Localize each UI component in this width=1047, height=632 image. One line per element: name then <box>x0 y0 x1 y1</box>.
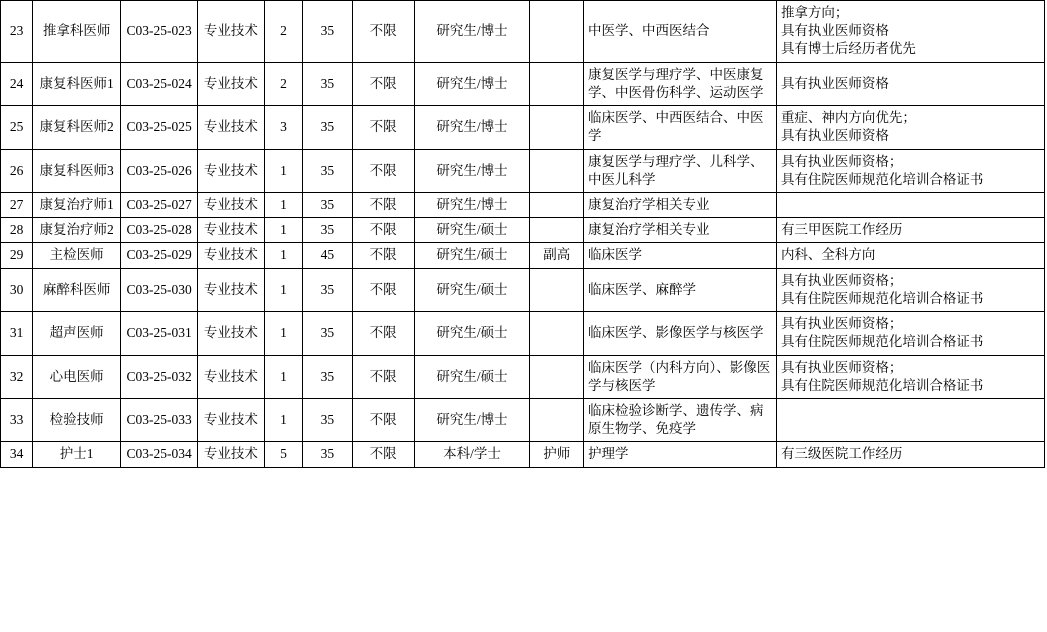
cell-age: 35 <box>303 218 352 243</box>
cell-household: 不限 <box>352 268 414 311</box>
cell-major: 临床医学、麻醉学 <box>584 268 777 311</box>
cell-no: 28 <box>1 218 33 243</box>
cell-no: 31 <box>1 312 33 355</box>
cell-no: 24 <box>1 62 33 105</box>
cell-major: 康复医学与理疗学、中医康复学、中医骨伤科学、运动医学 <box>584 62 777 105</box>
cell-type: 专业技术 <box>198 312 264 355</box>
cell-title <box>530 312 584 355</box>
cell-title <box>530 355 584 398</box>
cell-major: 临床医学（内科方向）、影像医学与核医学 <box>584 355 777 398</box>
cell-no: 33 <box>1 398 33 441</box>
cell-no: 32 <box>1 355 33 398</box>
cell-type: 专业技术 <box>198 268 264 311</box>
cell-post: 心电医师 <box>33 355 121 398</box>
cell-degree: 研究生/硕士 <box>414 268 530 311</box>
cell-type: 专业技术 <box>198 355 264 398</box>
cell-age: 35 <box>303 1 352 63</box>
cell-degree: 研究生/博士 <box>414 192 530 217</box>
cell-count: 1 <box>264 192 303 217</box>
cell-household: 不限 <box>352 192 414 217</box>
table-row <box>1 355 1045 398</box>
cell-household: 不限 <box>352 218 414 243</box>
cell-household: 不限 <box>352 1 414 63</box>
cell-age: 35 <box>303 106 352 149</box>
cell-type: 专业技术 <box>198 398 264 441</box>
cell-type: 专业技术 <box>198 243 264 268</box>
cell-code: C03-25-027 <box>121 192 198 217</box>
cell-household: 不限 <box>352 398 414 441</box>
cell-age: 35 <box>303 268 352 311</box>
cell-household: 不限 <box>352 243 414 268</box>
cell-other <box>776 192 1044 217</box>
cell-age: 35 <box>303 149 352 192</box>
cell-code: C03-25-025 <box>121 106 198 149</box>
table-row <box>1 218 1045 243</box>
cell-no: 27 <box>1 192 33 217</box>
cell-code: C03-25-029 <box>121 243 198 268</box>
cell-other: 内科、全科方向 <box>776 243 1044 268</box>
cell-title <box>530 398 584 441</box>
cell-post: 康复科医师3 <box>33 149 121 192</box>
cell-count: 1 <box>264 218 303 243</box>
cell-post: 康复治疗师2 <box>33 218 121 243</box>
cell-post: 康复科医师1 <box>33 62 121 105</box>
cell-count: 2 <box>264 62 303 105</box>
cell-count: 3 <box>264 106 303 149</box>
cell-title <box>530 62 584 105</box>
cell-no: 30 <box>1 268 33 311</box>
cell-post: 护士1 <box>33 442 121 467</box>
cell-title <box>530 149 584 192</box>
cell-major: 康复治疗学相关专业 <box>584 218 777 243</box>
cell-household: 不限 <box>352 62 414 105</box>
cell-other: 具有执业医师资格； 具有住院医师规范化培训合格证书 <box>776 268 1044 311</box>
cell-type: 专业技术 <box>198 62 264 105</box>
cell-degree: 研究生/硕士 <box>414 355 530 398</box>
cell-age: 35 <box>303 312 352 355</box>
table-row <box>1 312 1045 355</box>
cell-household: 不限 <box>352 442 414 467</box>
cell-type: 专业技术 <box>198 1 264 63</box>
cell-degree: 研究生/硕士 <box>414 312 530 355</box>
cell-other: 具有执业医师资格； 具有住院医师规范化培训合格证书 <box>776 312 1044 355</box>
cell-household: 不限 <box>352 312 414 355</box>
cell-other: 具有执业医师资格； 具有住院医师规范化培训合格证书 <box>776 355 1044 398</box>
cell-count: 1 <box>264 312 303 355</box>
cell-post: 主检医师 <box>33 243 121 268</box>
cell-title <box>530 1 584 63</box>
cell-degree: 研究生/硕士 <box>414 243 530 268</box>
cell-degree: 研究生/博士 <box>414 1 530 63</box>
cell-degree: 研究生/博士 <box>414 398 530 441</box>
cell-count: 5 <box>264 442 303 467</box>
cell-code: C03-25-032 <box>121 355 198 398</box>
table-body <box>1 1 1045 468</box>
cell-code: C03-25-024 <box>121 62 198 105</box>
cell-no: 29 <box>1 243 33 268</box>
cell-other: 具有执业医师资格 <box>776 62 1044 105</box>
table-row <box>1 62 1045 105</box>
cell-no: 23 <box>1 1 33 63</box>
table-row <box>1 1 1045 63</box>
cell-title: 副高 <box>530 243 584 268</box>
cell-count: 2 <box>264 1 303 63</box>
table-row <box>1 243 1045 268</box>
cell-major: 护理学 <box>584 442 777 467</box>
cell-code: C03-25-033 <box>121 398 198 441</box>
cell-code: C03-25-034 <box>121 442 198 467</box>
cell-major: 康复医学与理疗学、儿科学、中医儿科学 <box>584 149 777 192</box>
cell-other: 推拿方向； 具有执业医师资格 具有博士后经历者优先 <box>776 1 1044 63</box>
cell-age: 45 <box>303 243 352 268</box>
cell-other: 有三级医院工作经历 <box>776 442 1044 467</box>
cell-post: 麻醉科医师 <box>33 268 121 311</box>
cell-count: 1 <box>264 355 303 398</box>
cell-title: 护师 <box>530 442 584 467</box>
cell-type: 专业技术 <box>198 149 264 192</box>
cell-age: 35 <box>303 442 352 467</box>
cell-post: 康复治疗师1 <box>33 192 121 217</box>
table-row <box>1 149 1045 192</box>
cell-title <box>530 192 584 217</box>
cell-age: 35 <box>303 355 352 398</box>
cell-major: 临床医学、影像医学与核医学 <box>584 312 777 355</box>
table-row <box>1 192 1045 217</box>
cell-post: 康复科医师2 <box>33 106 121 149</box>
cell-type: 专业技术 <box>198 442 264 467</box>
cell-no: 26 <box>1 149 33 192</box>
cell-age: 35 <box>303 192 352 217</box>
cell-no: 25 <box>1 106 33 149</box>
cell-code: C03-25-030 <box>121 268 198 311</box>
cell-household: 不限 <box>352 149 414 192</box>
cell-post: 检验技师 <box>33 398 121 441</box>
cell-major: 中医学、中西医结合 <box>584 1 777 63</box>
cell-title <box>530 268 584 311</box>
cell-major: 临床医学 <box>584 243 777 268</box>
cell-count: 1 <box>264 268 303 311</box>
cell-other: 重症、神内方向优先； 具有执业医师资格 <box>776 106 1044 149</box>
table-row <box>1 268 1045 311</box>
cell-type: 专业技术 <box>198 192 264 217</box>
cell-degree: 研究生/博士 <box>414 106 530 149</box>
cell-title <box>530 218 584 243</box>
cell-other: 有三甲医院工作经历 <box>776 218 1044 243</box>
cell-title <box>530 106 584 149</box>
cell-age: 35 <box>303 62 352 105</box>
cell-degree: 研究生/博士 <box>414 62 530 105</box>
cell-no: 34 <box>1 442 33 467</box>
cell-count: 1 <box>264 149 303 192</box>
table-row <box>1 106 1045 149</box>
cell-household: 不限 <box>352 355 414 398</box>
cell-type: 专业技术 <box>198 106 264 149</box>
cell-other <box>776 398 1044 441</box>
cell-major: 康复治疗学相关专业 <box>584 192 777 217</box>
cell-degree: 本科/学士 <box>414 442 530 467</box>
cell-code: C03-25-031 <box>121 312 198 355</box>
table-row <box>1 398 1045 441</box>
cell-code: C03-25-023 <box>121 1 198 63</box>
cell-count: 1 <box>264 243 303 268</box>
table-row <box>1 442 1045 467</box>
cell-degree: 研究生/博士 <box>414 149 530 192</box>
cell-major: 临床检验诊断学、遗传学、病原生物学、免疫学 <box>584 398 777 441</box>
cell-household: 不限 <box>352 106 414 149</box>
cell-count: 1 <box>264 398 303 441</box>
cell-post: 超声医师 <box>33 312 121 355</box>
cell-type: 专业技术 <box>198 218 264 243</box>
cell-post: 推拿科医师 <box>33 1 121 63</box>
cell-degree: 研究生/硕士 <box>414 218 530 243</box>
cell-age: 35 <box>303 398 352 441</box>
cell-major: 临床医学、中西医结合、中医学 <box>584 106 777 149</box>
cell-other: 具有执业医师资格； 具有住院医师规范化培训合格证书 <box>776 149 1044 192</box>
cell-code: C03-25-028 <box>121 218 198 243</box>
cell-code: C03-25-026 <box>121 149 198 192</box>
